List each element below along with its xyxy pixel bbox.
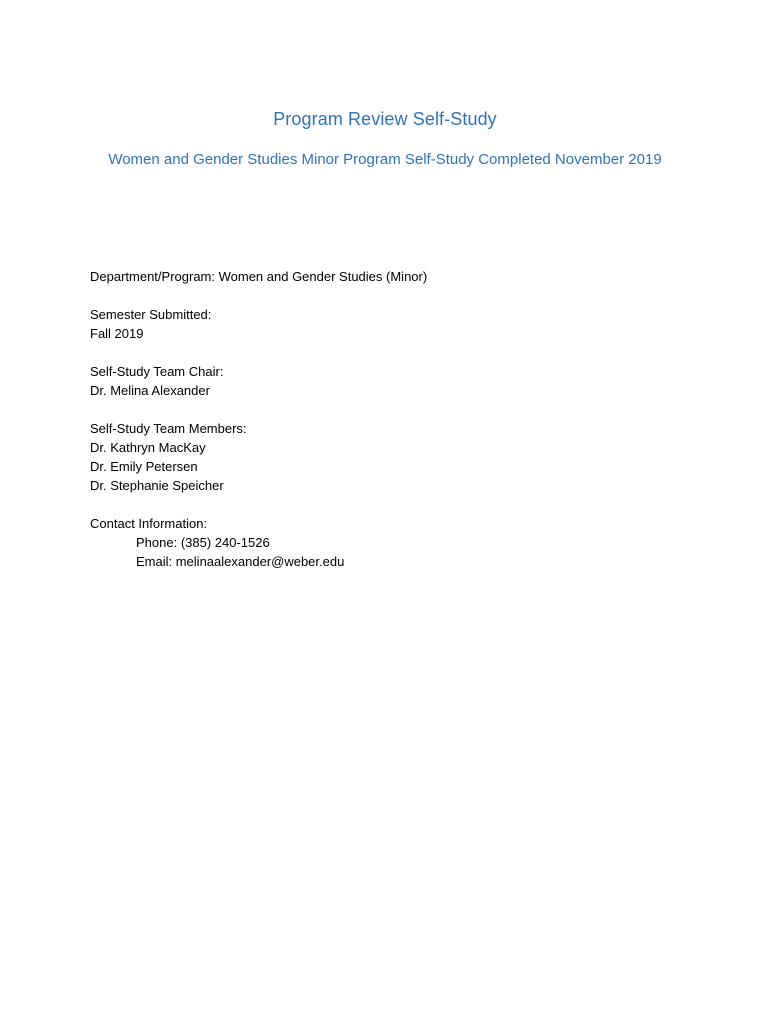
chair-label: Self-Study Team Chair: xyxy=(90,364,224,379)
document-body xyxy=(90,267,710,571)
contact-label: Contact Information: xyxy=(90,516,208,531)
document-title: Program Review Self-Study xyxy=(273,109,497,129)
semester-label: Semester Submitted: xyxy=(90,307,212,322)
member-item: Dr. Kathryn MacKay xyxy=(90,440,206,455)
semester-value: Fall 2019 xyxy=(90,326,144,341)
members-label: Self-Study Team Members: xyxy=(90,421,247,436)
contact-phone: Phone: (385) 240-1526 xyxy=(136,535,270,550)
member-item: Dr. Stephanie Speicher xyxy=(90,478,224,493)
contact-email: Email: melinaalexander@weber.edu xyxy=(136,554,345,569)
member-item: Dr. Emily Petersen xyxy=(90,459,198,474)
chair-value: Dr. Melina Alexander xyxy=(90,383,210,398)
department-line: Department/Program: Women and Gender Studies (Minor) xyxy=(90,269,428,284)
document-subtitle: Women and Gender Studies Minor Program Self-Study Completed November 2019 xyxy=(108,151,662,168)
